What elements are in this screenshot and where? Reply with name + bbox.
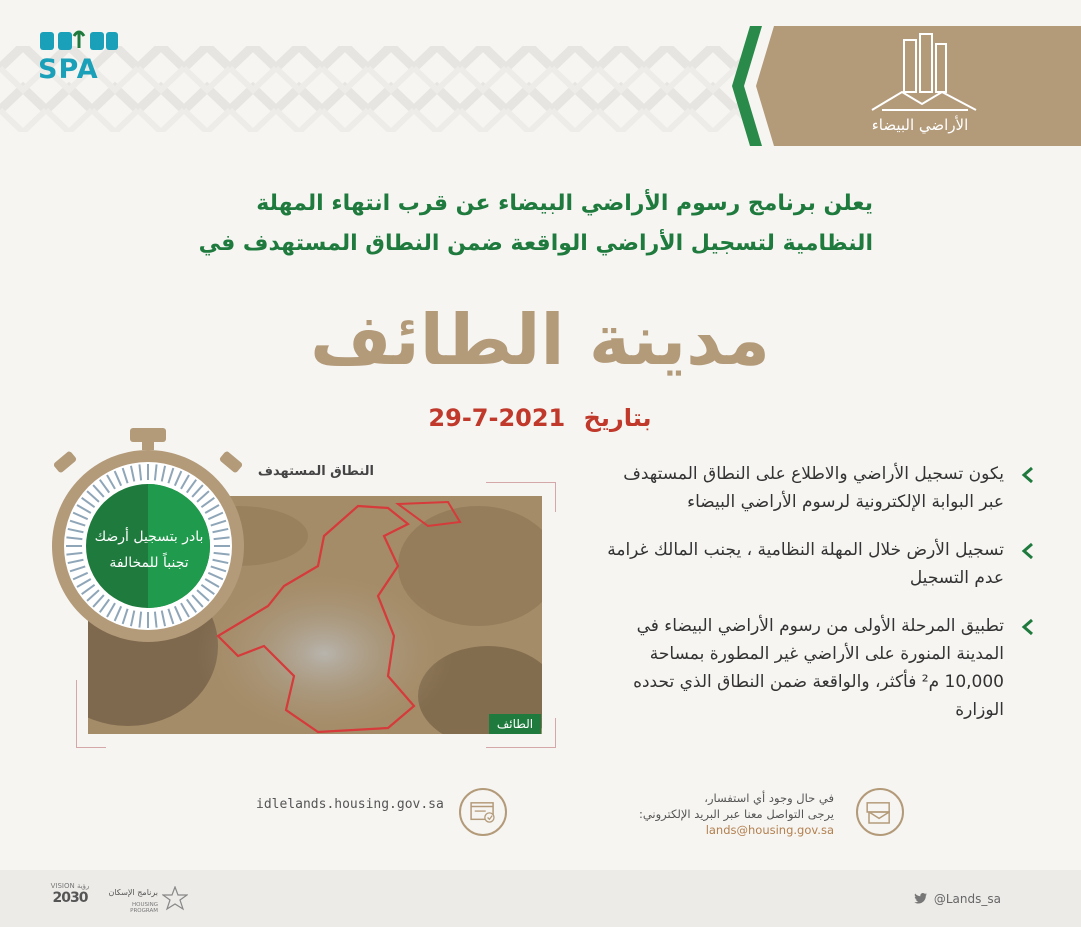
vision-label: VISION رؤية <box>50 882 90 890</box>
bullet-item <box>600 612 1040 724</box>
stopwatch-line-2: تجنباً للمخالفة <box>109 555 189 571</box>
web-portal-icon <box>459 788 507 836</box>
info-bullets <box>600 460 1040 744</box>
brand-name: الأراضي البيضاء <box>871 116 969 134</box>
map-city-badge: الطائف <box>489 714 541 734</box>
map-title: النطاق المستهدف <box>257 464 374 479</box>
vision-2030-logo <box>44 882 96 918</box>
spa-logo <box>38 26 120 84</box>
bullet-item <box>600 460 1040 516</box>
headline <box>173 184 873 264</box>
city-title: مدينة الطائف <box>310 299 770 381</box>
inquiry-line-2: يرجى التواصل معنا عبر البريد الإلكتروني: <box>638 807 834 821</box>
twitter-handle-text: @Lands_sa <box>933 892 1001 906</box>
bullet-item <box>600 536 1040 592</box>
stopwatch-line-1: بادر بتسجيل أرضك <box>94 529 204 545</box>
bullet-text: تطبيق المرحلة الأولى من رسوم الأراضي البيضاء في المدينة المنورة على الأراضي غير المطورة بمساحة 10,000 م² فأكثر، والواقعة ضمن النطاق الذي تحدده الوزارة <box>633 616 1004 720</box>
chevron-left-icon <box>1020 542 1036 560</box>
stopwatch-message <box>76 524 222 576</box>
chevron-left-icon <box>1020 618 1036 636</box>
vision-year: 2030 <box>52 890 88 906</box>
housing-emblem-icon <box>162 886 188 912</box>
spa-emblem-icon <box>38 26 120 56</box>
date-label: بتاريخ <box>583 404 652 432</box>
headline-line-1: يعلن برنامج رسوم الأراضي البيضاء عن قرب انتهاء المهلة <box>256 191 873 216</box>
email-link[interactable]: lands@housing.gov.sa <box>705 823 834 837</box>
chevron-left-icon <box>1020 466 1036 484</box>
housing-program-ar: برنامج الإسكان <box>108 888 158 897</box>
twitter-icon <box>914 893 927 904</box>
headline-line-2: النظامية لتسجيل الأراضي الواقعة ضمن النطاق المستهدف في <box>198 231 873 256</box>
date-value: 29-7-2021 <box>428 404 566 432</box>
mail-icon <box>856 788 904 836</box>
housing-program-logo <box>104 884 188 916</box>
inquiry-line-1: في حال وجود أي استفسار، <box>704 791 834 805</box>
bullet-text: تسجيل الأرض خلال المهلة النظامية ، يجنب المالك غرامة عدم التسجيل <box>607 540 1004 588</box>
housing-program-en: HOUSING PROGRAM <box>130 902 158 914</box>
bullet-text: يكون تسجيل الأراضي والاطلاع على النطاق المستهدف عبر البوابة الإلكترونية لرسوم الأراضي البيضاء <box>623 464 1004 512</box>
spa-logo-text: SPA <box>38 54 99 85</box>
website-link[interactable]: idlelands.housing.gov.sa <box>256 797 444 812</box>
deadline-date <box>380 398 700 438</box>
inquiry-text <box>560 790 834 838</box>
twitter-handle[interactable] <box>914 892 1001 906</box>
